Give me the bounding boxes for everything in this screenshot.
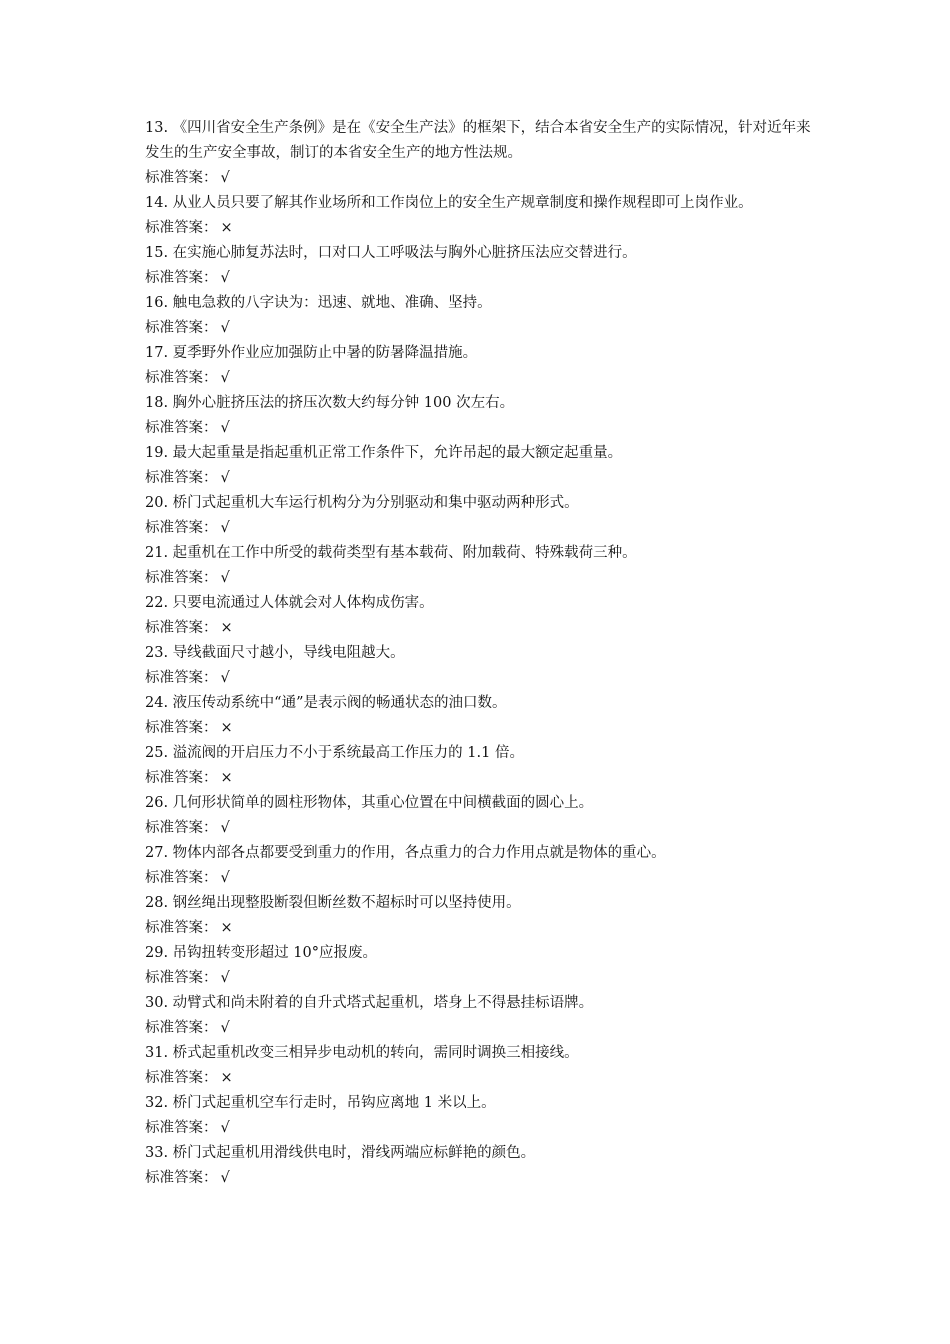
answer-line (145, 1166, 815, 1191)
question-text (145, 391, 815, 416)
question-body: 液压传动系统中“通”是表示阀的畅通状态的油口数。 (172, 695, 507, 711)
answer-line (145, 566, 815, 591)
question-item (145, 191, 815, 241)
answer-label: 标准答案： (145, 670, 218, 686)
answer-line (145, 866, 815, 891)
question-body: 只要电流通过人体就会对人体构成伤害。 (172, 595, 434, 611)
question-item (145, 441, 815, 491)
answer-line (145, 366, 815, 391)
answer-mark: √ (220, 270, 230, 286)
question-text (145, 741, 815, 766)
question-item (145, 1091, 815, 1141)
question-body: 起重机在工作中所受的载荷类型有基本载荷、附加载荷、特殊载荷三种。 (172, 545, 637, 561)
question-item (145, 541, 815, 591)
answer-label: 标准答案： (145, 620, 218, 636)
question-item (145, 241, 815, 291)
question-body: 《四川省安全生产条例》是在《安全生产法》的框架下，结合本省安全生产的实际情况，针对近年来发生的生产安全事故，制订的本省安全生产的地方性法规。 (145, 120, 811, 161)
answer-mark: × (220, 220, 233, 236)
answer-mark: √ (220, 320, 230, 336)
answer-mark: × (220, 920, 233, 936)
question-number: 26. (145, 795, 169, 811)
question-number: 28. (145, 895, 169, 911)
question-item (145, 691, 815, 741)
question-text (145, 1041, 815, 1066)
question-text (145, 841, 815, 866)
question-number: 22. (145, 595, 169, 611)
answer-line (145, 816, 815, 841)
answer-label: 标准答案： (145, 170, 218, 186)
question-body: 钢丝绳出现整股断裂但断丝数不超标时可以坚持使用。 (172, 895, 521, 911)
question-body: 导线截面尺寸越小，导线电阻越大。 (172, 645, 405, 661)
question-body: 吊钩扭转变形超过 10°应报废。 (172, 945, 377, 961)
question-body: 桥门式起重机用滑线供电时，滑线两端应标鲜艳的颜色。 (172, 1145, 536, 1161)
question-number: 23. (145, 645, 169, 661)
question-number: 24. (145, 695, 169, 711)
answer-line (145, 266, 815, 291)
answer-line (145, 716, 815, 741)
answer-line (145, 966, 815, 991)
answer-line (145, 916, 815, 941)
question-item (145, 391, 815, 441)
answer-mark: √ (220, 870, 230, 886)
question-text (145, 991, 815, 1016)
question-text (145, 1091, 815, 1116)
answer-line (145, 1066, 815, 1091)
answer-mark: √ (220, 1120, 230, 1136)
question-item (145, 641, 815, 691)
answer-line (145, 166, 815, 191)
answer-mark: × (220, 1070, 233, 1086)
question-number: 27. (145, 845, 169, 861)
question-text (145, 891, 815, 916)
question-text (145, 441, 815, 466)
answer-mark: √ (220, 1170, 230, 1186)
answer-line (145, 766, 815, 791)
question-body: 在实施心肺复苏法时，口对口人工呼吸法与胸外心脏挤压法应交替进行。 (172, 245, 637, 261)
question-number: 30. (145, 995, 169, 1011)
answer-line (145, 1016, 815, 1041)
answer-label: 标准答案： (145, 570, 218, 586)
question-body: 桥门式起重机空车行走时，吊钩应离地 1 米以上。 (172, 1095, 496, 1111)
question-body: 几何形状简单的圆柱形物体，其重心位置在中间横截面的圆心上。 (172, 795, 594, 811)
question-number: 31. (145, 1045, 169, 1061)
question-item (145, 941, 815, 991)
answer-label: 标准答案： (145, 720, 218, 736)
question-body: 物体内部各点都要受到重力的作用，各点重力的合力作用点就是物体的重心。 (172, 845, 666, 861)
question-number: 13. (145, 120, 169, 136)
question-item (145, 841, 815, 891)
question-number: 20. (145, 495, 169, 511)
question-body: 胸外心脏挤压法的挤压次数大约每分钟 100 次左右。 (172, 395, 515, 411)
question-number: 18. (145, 395, 169, 411)
answer-line (145, 316, 815, 341)
question-text (145, 641, 815, 666)
answer-label: 标准答案： (145, 870, 218, 886)
answer-mark: √ (220, 670, 230, 686)
answer-line (145, 466, 815, 491)
question-text (145, 491, 815, 516)
answer-label: 标准答案： (145, 820, 218, 836)
answer-label: 标准答案： (145, 1120, 218, 1136)
question-list (145, 116, 815, 1191)
question-text (145, 941, 815, 966)
question-number: 14. (145, 195, 169, 211)
question-item (145, 116, 815, 191)
question-number: 32. (145, 1095, 169, 1111)
question-body: 桥式起重机改变三相异步电动机的转向，需同时调换三相接线。 (172, 1045, 579, 1061)
answer-mark: √ (220, 170, 230, 186)
answer-label: 标准答案： (145, 220, 218, 236)
answer-mark: √ (220, 1020, 230, 1036)
answer-mark: √ (220, 820, 230, 836)
question-text (145, 591, 815, 616)
answer-label: 标准答案： (145, 1020, 218, 1036)
answer-label: 标准答案： (145, 520, 218, 536)
answer-label: 标准答案： (145, 320, 218, 336)
answer-mark: √ (220, 570, 230, 586)
question-body: 触电急救的八字诀为：迅速、就地、准确、坚持。 (172, 295, 492, 311)
answer-label: 标准答案： (145, 1070, 218, 1086)
answer-mark: √ (220, 970, 230, 986)
answer-mark: × (220, 620, 233, 636)
answer-mark: √ (220, 420, 230, 436)
question-item (145, 291, 815, 341)
question-body: 从业人员只要了解其作业场所和工作岗位上的安全生产规章制度和操作规程即可上岗作业。 (172, 195, 753, 211)
answer-label: 标准答案： (145, 470, 218, 486)
answer-line (145, 616, 815, 641)
answer-mark: √ (220, 520, 230, 536)
answer-line (145, 216, 815, 241)
answer-mark: √ (220, 370, 230, 386)
answer-line (145, 416, 815, 441)
question-text (145, 1141, 815, 1166)
answer-line (145, 1116, 815, 1141)
question-text (145, 541, 815, 566)
answer-label: 标准答案： (145, 970, 218, 986)
question-text (145, 116, 815, 166)
question-item (145, 791, 815, 841)
question-number: 19. (145, 445, 169, 461)
answer-line (145, 666, 815, 691)
question-text (145, 241, 815, 266)
question-item (145, 491, 815, 541)
answer-label: 标准答案： (145, 1170, 218, 1186)
question-body: 夏季野外作业应加强防止中暑的防暑降温措施。 (172, 345, 478, 361)
question-number: 17. (145, 345, 169, 361)
question-body: 最大起重量是指起重机正常工作条件下，允许吊起的最大额定起重量。 (172, 445, 623, 461)
question-text (145, 791, 815, 816)
question-body: 桥门式起重机大车运行机构分为分别驱动和集中驱动两种形式。 (172, 495, 579, 511)
answer-label: 标准答案： (145, 270, 218, 286)
question-item (145, 1141, 815, 1191)
question-body: 动臂式和尚未附着的自升式塔式起重机，塔身上不得悬挂标语牌。 (172, 995, 594, 1011)
question-item (145, 891, 815, 941)
question-item (145, 991, 815, 1041)
question-number: 21. (145, 545, 169, 561)
question-number: 25. (145, 745, 169, 761)
answer-label: 标准答案： (145, 770, 218, 786)
answer-label: 标准答案： (145, 420, 218, 436)
question-text (145, 291, 815, 316)
question-item (145, 591, 815, 641)
answer-line (145, 516, 815, 541)
answer-mark: √ (220, 470, 230, 486)
question-number: 15. (145, 245, 169, 261)
answer-label: 标准答案： (145, 920, 218, 936)
question-number: 33. (145, 1145, 169, 1161)
question-item (145, 1041, 815, 1091)
question-text (145, 341, 815, 366)
question-number: 29. (145, 945, 169, 961)
question-item (145, 741, 815, 791)
answer-mark: × (220, 720, 233, 736)
answer-label: 标准答案： (145, 370, 218, 386)
question-text (145, 191, 815, 216)
question-number: 16. (145, 295, 169, 311)
question-text (145, 691, 815, 716)
question-item (145, 341, 815, 391)
answer-mark: × (220, 770, 233, 786)
question-body: 溢流阀的开启压力不小于系统最高工作压力的 1.1 倍。 (172, 745, 524, 761)
